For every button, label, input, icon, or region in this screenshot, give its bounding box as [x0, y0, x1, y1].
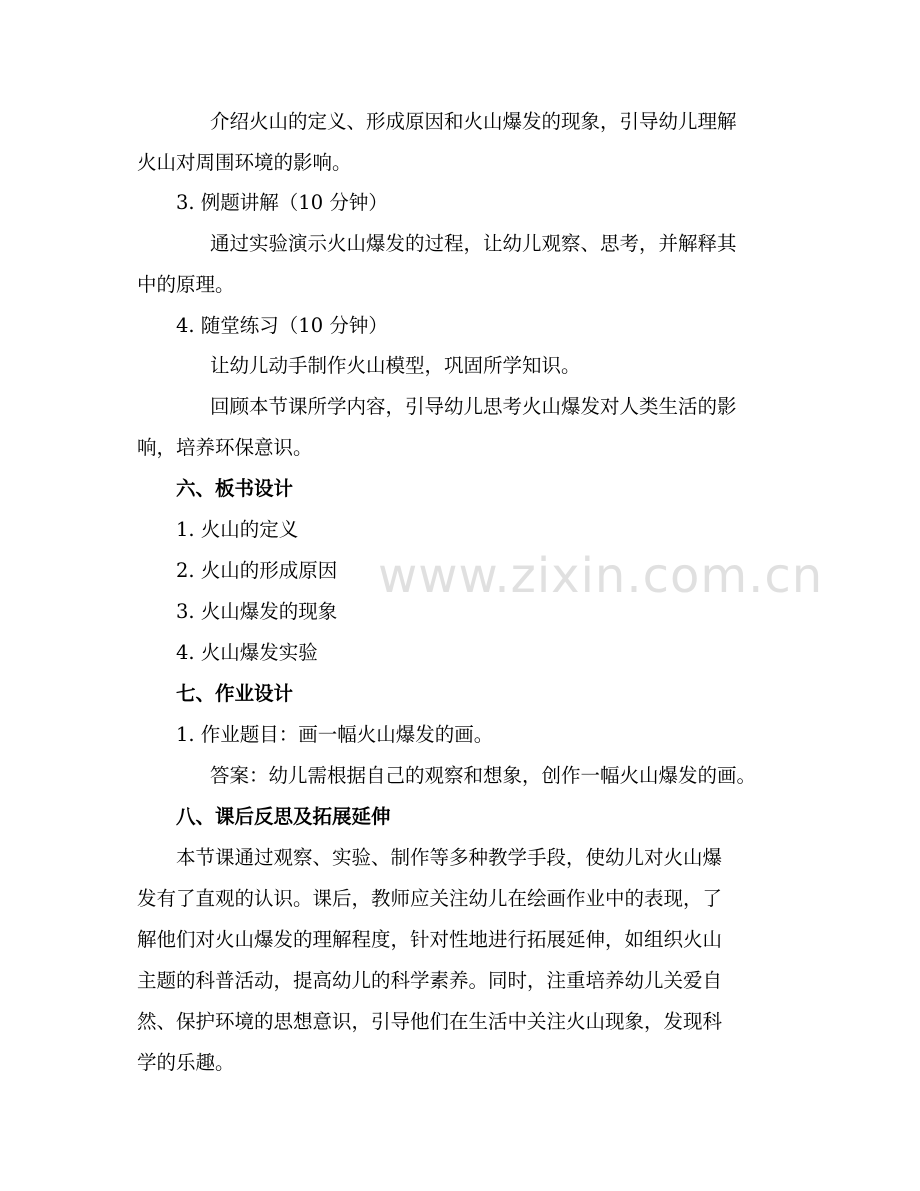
paragraph-line: 介绍火山的定义、形成原因和火山爆发的现象，引导幼儿理解	[210, 110, 737, 133]
watermark: www.zixin.com.cn	[378, 548, 824, 604]
paragraph-line: 响，培养环保意识。	[137, 436, 313, 459]
paragraph-line: 学的乐趣。	[137, 1051, 235, 1074]
section-heading: 七、作业设计	[176, 682, 294, 705]
list-item: 3. 例题讲解（10 分钟）	[176, 191, 388, 214]
list-item: 4. 随堂练习（10 分钟）	[176, 314, 388, 337]
paragraph-line: 让幼儿动手制作火山模型，巩固所学知识。	[210, 354, 581, 377]
list-item: 3. 火山爆发的现象	[176, 600, 338, 623]
paragraph-line: 解他们对火山爆发的理解程度，针对性地进行拓展延伸，如组织火山	[137, 928, 723, 951]
paragraph-line: 回顾本节课所学内容，引导幼儿思考火山爆发对人类生活的影	[210, 395, 737, 418]
list-item: 1. 作业题目：画一幅火山爆发的画。	[176, 723, 494, 746]
paragraph-line: 答案：幼儿需根据自己的观察和想象，创作一幅火山爆发的画。	[210, 764, 757, 787]
paragraph-line: 火山对周围环境的影响。	[137, 151, 352, 174]
paragraph-line: 主题的科普活动，提高幼儿的科学素养。同时，注重培养幼儿关爱自	[137, 969, 723, 992]
paragraph-line: 通过实验演示火山爆发的过程，让幼儿观察、思考，并解释其	[210, 232, 737, 255]
list-item: 1. 火山的定义	[176, 518, 299, 541]
paragraph-line: 中的原理。	[137, 273, 235, 296]
paragraph-line: 本节课通过观察、实验、制作等多种教学手段，使幼儿对火山爆	[176, 846, 723, 869]
list-item: 2. 火山的形成原因	[176, 559, 338, 582]
paragraph-line: 发有了直观的认识。课后，教师应关注幼儿在绘画作业中的表现，了	[137, 887, 723, 910]
section-heading: 八、课后反思及拓展延伸	[176, 805, 391, 828]
section-heading: 六、板书设计	[176, 477, 294, 500]
paragraph-line: 然、保护环境的思想意识，引导他们在生活中关注火山现象，发现科	[137, 1010, 723, 1033]
list-item: 4. 火山爆发实验	[176, 641, 318, 664]
